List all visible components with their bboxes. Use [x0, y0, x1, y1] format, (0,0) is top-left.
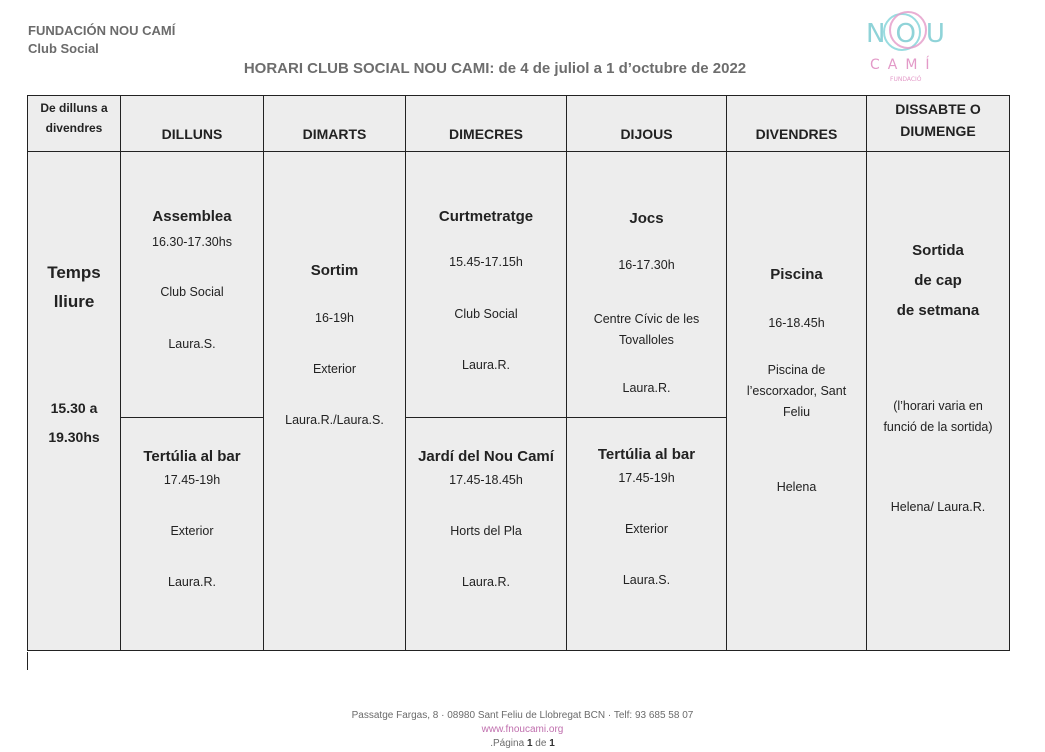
activity-title: Tertúlia al bar — [143, 448, 241, 465]
activity-place-1: Piscina de — [767, 363, 826, 377]
logo-word-fundacio: FUNDACIÓ — [890, 76, 922, 83]
activity-title: Jocs — [629, 210, 664, 227]
page-total: 1 — [549, 738, 555, 749]
page-current: 1 — [526, 738, 533, 749]
activity-time: 17.45-19h — [163, 473, 221, 487]
footer-address: Passatge Fargas, 8 · 08980 Sant Feliu de Llobregat BCN · Telf: 93 685 58 07 — [351, 710, 694, 721]
activity-place-1: Centre Cívic de les — [593, 312, 700, 326]
activity-leader: Helena/ Laura.R. — [890, 500, 986, 514]
activity-place: Club Social — [160, 285, 224, 299]
activity-leader: Laura.R. — [168, 575, 216, 589]
footer-website-link[interactable]: www.fnoucami.org — [481, 724, 564, 735]
activity-title: Piscina — [770, 266, 823, 283]
cell-dilluns-tertulia — [121, 418, 264, 651]
cell-dijous-jocs — [567, 152, 727, 418]
schedule-table — [27, 95, 1010, 651]
activity-place: Exterior — [170, 524, 214, 538]
activity-place-2: Tovalloles — [619, 333, 674, 347]
activity-place: Horts del Pla — [450, 524, 522, 538]
cell-dijous-tertulia — [567, 418, 727, 651]
cell-weekend-sortida — [867, 152, 1010, 651]
activity-title: Assemblea — [152, 208, 232, 225]
activity-leader: Laura.R. — [622, 381, 671, 395]
activity-leader: Laura.R. — [462, 358, 510, 372]
cell-dimecres-jardi — [406, 418, 567, 651]
col-header-dimecres: DIMECRES — [406, 96, 567, 152]
cell-divendres-piscina — [727, 152, 867, 651]
activity-time: 16.30-17.30hs — [152, 235, 232, 249]
logo-word-nou: NOU — [866, 19, 955, 49]
schedule-row-top — [28, 152, 1010, 418]
logo-word-cami: CAMÍ — [870, 57, 938, 73]
activity-title-3: de setmana — [896, 302, 980, 319]
activity-note-1: (l’horari varia en — [893, 399, 983, 413]
col-header-weekdays: De dilluns a divendres — [28, 96, 121, 152]
activity-note-2: funció de la sortida) — [883, 420, 993, 434]
activity-time: 15.45-17.15h — [449, 255, 523, 269]
col-header-dilluns: DILLUNS — [121, 96, 264, 152]
free-time-hours-2: 19.30hs — [48, 429, 100, 445]
activity-leader: Helena — [776, 480, 817, 494]
activity-leader: Laura.R./Laura.S. — [285, 413, 384, 427]
activity-place: Club Social — [454, 307, 518, 321]
col-header-dimarts: DIMARTS — [264, 96, 406, 152]
col-header-dijous: DIJOUS — [567, 96, 727, 152]
activity-place: Exterior — [312, 362, 357, 376]
col-header-divendres: DIVENDRES — [727, 96, 867, 152]
page-footer — [0, 709, 1045, 751]
activity-title-1: Sortida — [912, 242, 964, 259]
activity-place: Exterior — [624, 522, 669, 536]
activity-title: Sortim — [310, 262, 359, 279]
col-header-weekend: DISSABTE O DIUMENGE — [867, 96, 1010, 152]
activity-title-2: de cap — [914, 272, 962, 289]
activity-place-3: Feliu — [782, 405, 811, 419]
activity-leader: Laura.R. — [462, 575, 510, 589]
activity-title: Tertúlia al bar — [597, 446, 696, 463]
org-name: FUNDACIÓN NOU CAMÍ — [28, 23, 176, 38]
text-cursor-mark — [27, 652, 28, 670]
document-title: HORARI CLUB SOCIAL NOU CAMI: de 4 de juliol a 1 d’octubre de 2022 — [243, 60, 747, 77]
page-label: .Página — [490, 738, 525, 749]
activity-title: Jardí del Nou Camí — [418, 448, 554, 465]
org-header — [28, 22, 175, 58]
activity-leader: Laura.S. — [622, 573, 671, 587]
activity-time: 17.45-19h — [618, 471, 675, 485]
activity-leader: Laura.S. — [168, 337, 216, 351]
activity-time: 16-19h — [315, 311, 354, 325]
activity-time: 16-18.45h — [768, 316, 825, 330]
cell-dimecres-curtmetratge — [406, 152, 567, 418]
activity-time: 17.45-18.45h — [449, 473, 523, 487]
page-of: de — [535, 738, 547, 749]
cell-weekday-free-time — [28, 152, 121, 651]
activity-place-2: l’escorxador, Sant — [746, 384, 847, 398]
free-time-title-2: lliure — [53, 292, 95, 311]
header-row — [28, 96, 1010, 152]
cell-dilluns-assemblea — [121, 152, 264, 418]
activity-time: 16-17.30h — [618, 258, 675, 272]
org-subtitle: Club Social — [28, 41, 99, 56]
cell-dimarts-sortim — [264, 152, 406, 651]
page-number — [0, 737, 1045, 751]
free-time-hours-1: 15.30 a — [50, 400, 98, 416]
activity-title: Curtmetratge — [438, 208, 534, 225]
free-time-title-1: Temps — [47, 263, 101, 282]
